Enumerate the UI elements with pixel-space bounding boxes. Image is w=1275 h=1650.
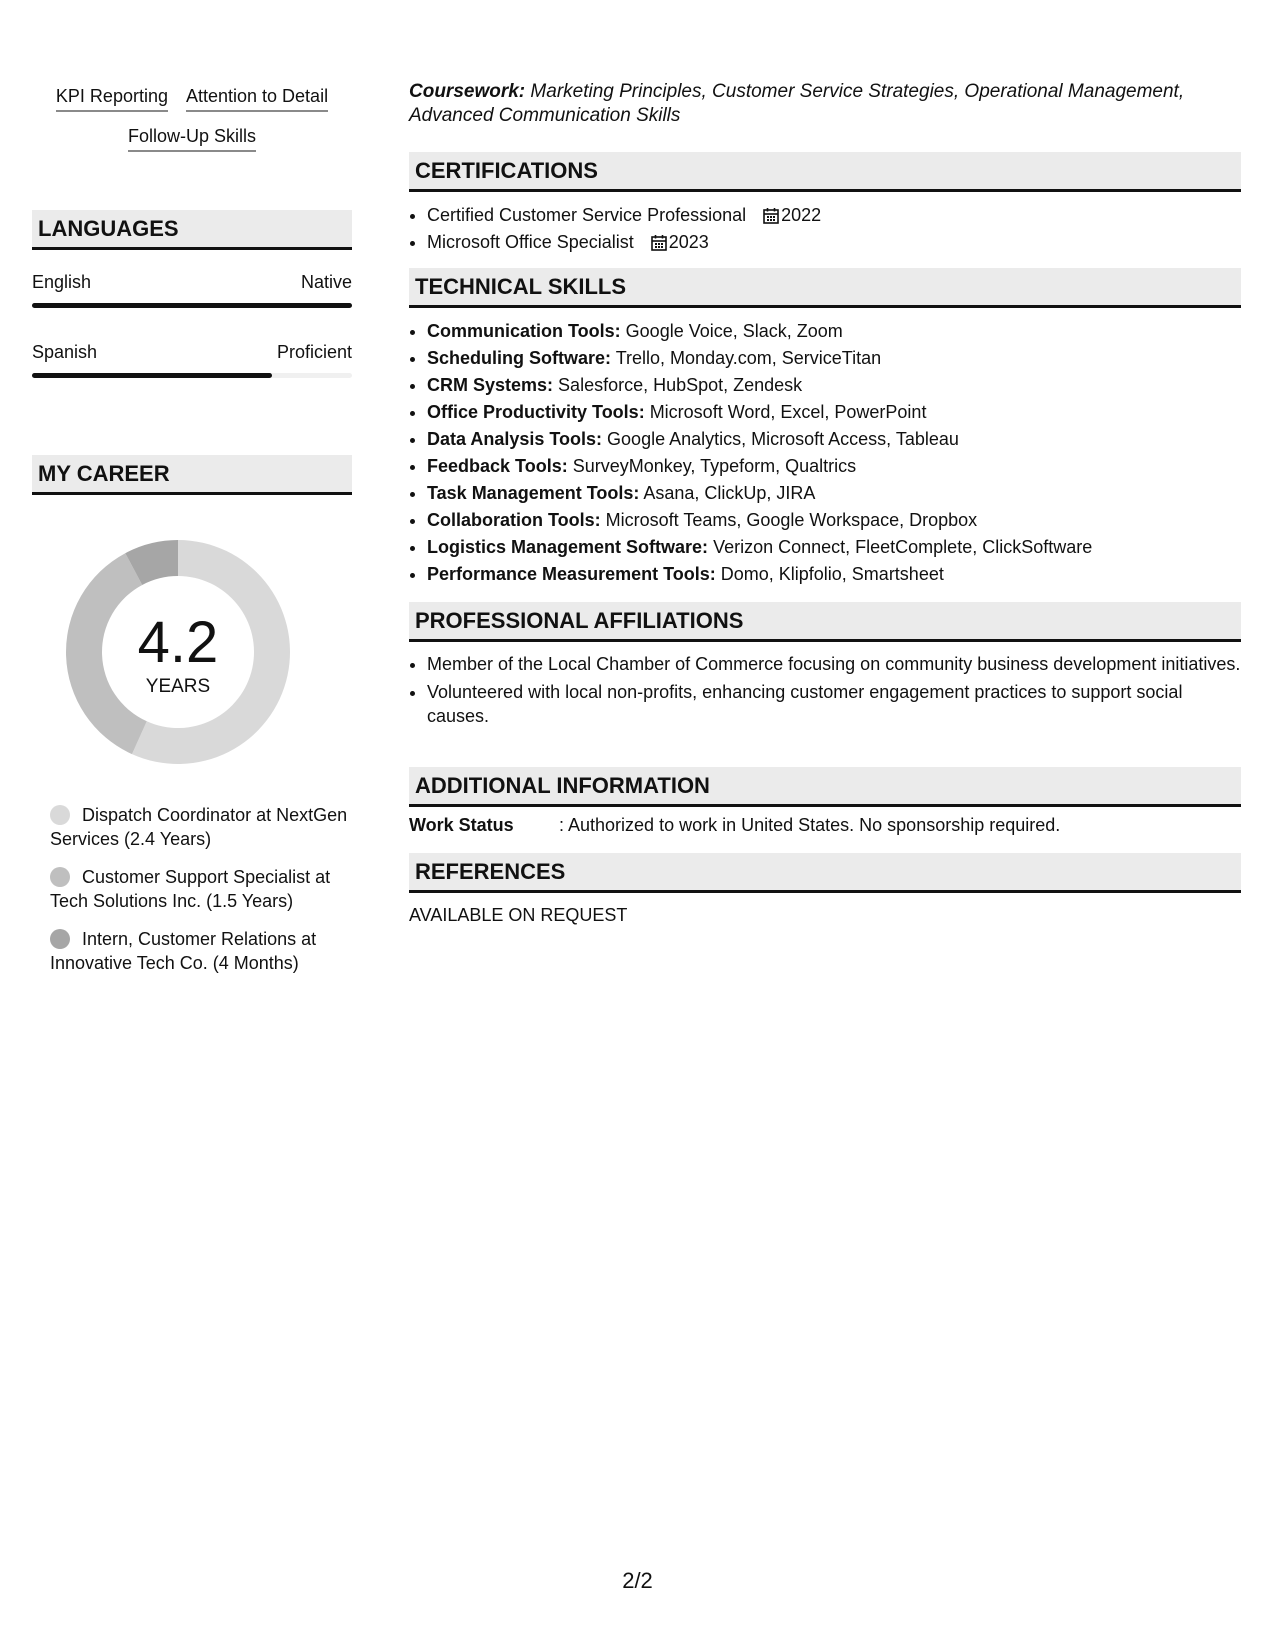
skill-category: Communication Tools: xyxy=(427,321,621,341)
certifications-heading: CERTIFICATIONS xyxy=(409,152,1241,192)
certification-year: 2022 xyxy=(781,205,822,225)
certification-name: Microsoft Office Specialist xyxy=(427,232,634,252)
career-legend-item xyxy=(50,927,350,975)
page-number: 2/2 xyxy=(622,1568,653,1593)
calendar-icon xyxy=(763,207,779,224)
skill-tag: Attention to Detail xyxy=(186,86,328,112)
technical-skills-heading: TECHNICAL SKILLS xyxy=(409,268,1241,308)
career-legend xyxy=(50,803,350,989)
skill-values: Verizon Connect, FleetComplete, ClickSoftware xyxy=(708,537,1093,557)
technical-skill-item xyxy=(427,345,1241,372)
language-item xyxy=(32,342,352,378)
skill-values: SurveyMonkey, Typeform, Qualtrics xyxy=(567,456,857,476)
technical-skill-item xyxy=(427,480,1241,507)
skill-values: Microsoft Word, Excel, PowerPoint xyxy=(644,402,927,422)
technical-skill-item xyxy=(427,453,1241,480)
coursework-text: Marketing Principles, Customer Service Strategies, Operational Management, Advanced Communication Skills xyxy=(409,81,1185,126)
skills-row xyxy=(32,126,352,152)
skill-tag: Follow-Up Skills xyxy=(128,126,256,152)
technical-skill-item xyxy=(427,318,1241,345)
technical-skill-item xyxy=(427,534,1241,561)
career-total-unit: YEARS xyxy=(145,676,211,697)
certification-item xyxy=(427,229,1241,256)
career-legend-item xyxy=(50,865,350,913)
skill-tag: KPI Reporting xyxy=(56,86,168,112)
language-bar xyxy=(32,373,352,378)
technical-skill-item xyxy=(427,399,1241,426)
certifications-section xyxy=(409,152,1241,256)
technical-skill-item xyxy=(427,561,1241,588)
legend-dot-icon xyxy=(50,805,70,825)
skills-row xyxy=(32,86,352,112)
affiliations-heading: PROFESSIONAL AFFILIATIONS xyxy=(409,602,1241,642)
certification-name: Certified Customer Service Professional xyxy=(427,205,747,225)
work-status-row xyxy=(409,815,1241,836)
affiliation-item: • Member of the Local Chamber of Commerce focusing on community business development initiatives. xyxy=(427,652,1241,676)
affiliation-item: • Volunteered with local non-profits, enhancing customer engagement practices to support social causes. xyxy=(427,680,1241,728)
work-status-label: Work Status xyxy=(409,815,514,835)
legend-dot-icon xyxy=(50,929,70,949)
skill-category: Task Management Tools: xyxy=(427,483,640,503)
career-donut-center xyxy=(64,538,292,766)
career-heading: MY CAREER xyxy=(32,455,352,495)
references-heading: REFERENCES xyxy=(409,853,1241,893)
skill-values: Asana, ClickUp, JIRA xyxy=(639,483,816,503)
skill-category: Collaboration Tools: xyxy=(427,510,601,530)
skill-values: Domo, Klipfolio, Smartsheet xyxy=(715,564,944,584)
skill-values: Trello, Monday.com, ServiceTitan xyxy=(611,348,882,368)
skill-category: Logistics Management Software: xyxy=(427,537,709,557)
certification-item xyxy=(427,202,1241,229)
career-role-text: Intern, Customer Relations at Innovative Tech Co. (4 Months) xyxy=(50,929,317,973)
skills-tags xyxy=(32,86,352,166)
additional-info-heading: ADDITIONAL INFORMATION xyxy=(409,767,1241,807)
languages-heading: LANGUAGES xyxy=(32,210,352,250)
career-total-years: 4.2 xyxy=(137,610,219,675)
language-bar-fill xyxy=(32,373,272,378)
language-name: Spanish xyxy=(32,342,98,362)
skill-category: Performance Measurement Tools: xyxy=(427,564,716,584)
language-level: Proficient xyxy=(276,342,352,362)
legend-dot-icon xyxy=(50,867,70,887)
coursework xyxy=(409,80,1241,128)
certification-year: 2023 xyxy=(668,232,709,252)
work-status-value: : Authorized to work in United States. No sponsorship required. xyxy=(559,815,1061,835)
career-role-text: Dispatch Coordinator at NextGen Services (2.4 Years) xyxy=(50,805,348,849)
language-bar xyxy=(32,303,352,308)
language-item xyxy=(32,272,352,308)
coursework-label: Coursework: xyxy=(409,81,526,102)
technical-skill-item xyxy=(427,507,1241,534)
skill-category: Data Analysis Tools: xyxy=(427,429,603,449)
language-bar-fill xyxy=(32,303,352,308)
calendar-icon xyxy=(651,234,667,251)
language-level: Native xyxy=(300,272,352,292)
skill-category: Feedback Tools: xyxy=(427,456,568,476)
references-text: AVAILABLE ON REQUEST xyxy=(409,905,628,925)
technical-skills-list xyxy=(409,318,1241,588)
additional-info-section xyxy=(409,767,1241,836)
career-legend-item xyxy=(50,803,350,851)
career-role-text: Customer Support Specialist at Tech Solutions Inc. (1.5 Years) xyxy=(50,867,331,911)
certifications-list xyxy=(409,202,1241,256)
skill-values: Microsoft Teams, Google Workspace, Dropbox xyxy=(600,510,978,530)
skill-category: CRM Systems: xyxy=(427,375,554,395)
language-name: English xyxy=(32,272,92,292)
skill-values: Salesforce, HubSpot, Zendesk xyxy=(553,375,803,395)
affiliations-list xyxy=(409,652,1241,728)
technical-skill-item xyxy=(427,372,1241,399)
skill-values: Google Analytics, Microsoft Access, Tableau xyxy=(602,429,959,449)
skill-values: Google Voice, Slack, Zoom xyxy=(620,321,843,341)
skill-category: Office Productivity Tools: xyxy=(427,402,645,422)
affiliations-section xyxy=(409,602,1241,728)
references-section xyxy=(409,853,1241,926)
technical-skill-item xyxy=(427,426,1241,453)
skill-category: Scheduling Software: xyxy=(427,348,612,368)
technical-skills-section xyxy=(409,268,1241,588)
